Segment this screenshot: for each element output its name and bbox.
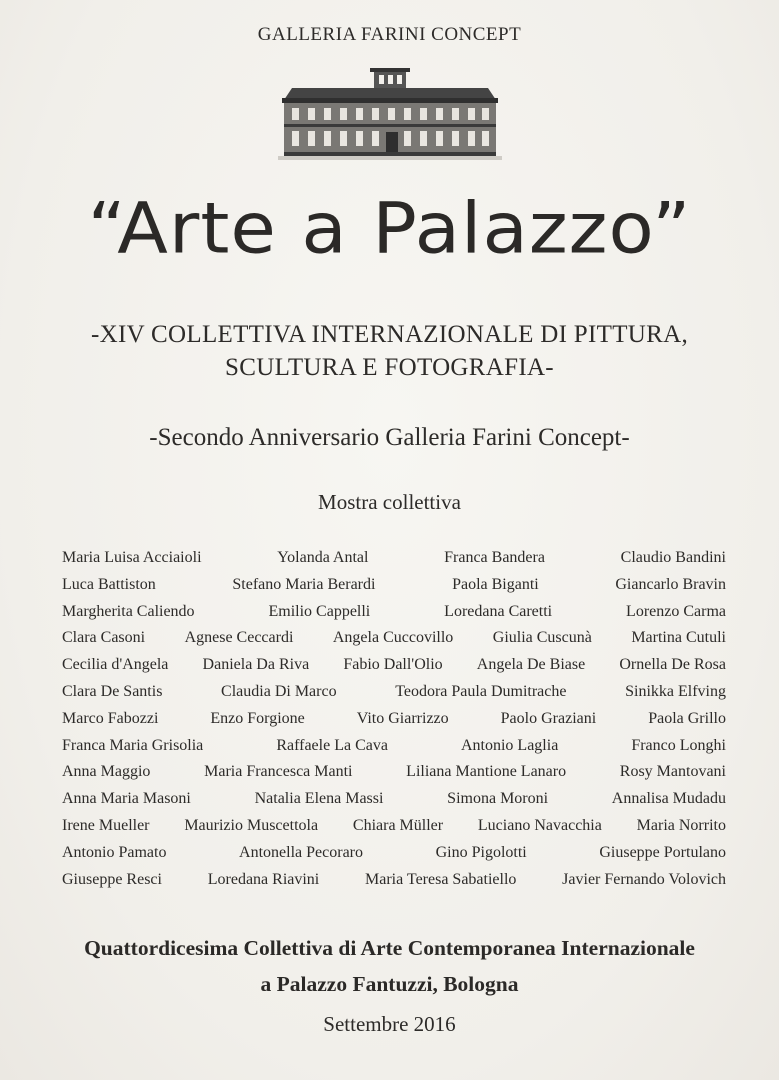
artist-name: Antonio Pamato xyxy=(62,843,167,861)
artist-name: Anna Maggio xyxy=(62,763,151,781)
artist-row xyxy=(62,625,726,652)
artist-row xyxy=(62,867,726,894)
artist-name: Maria Teresa Sabatiello xyxy=(365,870,517,888)
anniversary-line: -Secondo Anniversario Galleria Farini Concept- xyxy=(149,424,630,451)
artist-name: Raffaele La Cava xyxy=(276,736,388,754)
exhibition-type: Mostra collettiva xyxy=(318,490,461,514)
artist-name: Luca Battiston xyxy=(62,575,156,593)
artist-list xyxy=(62,545,726,893)
artist-name: Luciano Navacchia xyxy=(477,816,602,834)
footer-line-2: a Palazzo Fantuzzi, Bologna xyxy=(260,972,519,996)
artist-name: Clara Casoni xyxy=(62,629,146,647)
artist-name: Vito Giarrizzo xyxy=(356,709,449,727)
artist-row xyxy=(62,840,726,867)
artist-row xyxy=(62,545,726,572)
artist-name: Franca Maria Grisolia xyxy=(62,736,204,754)
artist-name: Giulia Cuscunà xyxy=(492,629,592,647)
artist-name: Paola Biganti xyxy=(452,575,539,593)
artist-row xyxy=(62,813,726,840)
artist-name: Ornella De Rosa xyxy=(619,656,726,674)
artist-name: Liliana Mantione Lanaro xyxy=(406,763,567,781)
artist-name: Loredana Riavini xyxy=(207,870,320,888)
subtitle xyxy=(0,318,779,384)
artist-name: Javier Fernando Volovich xyxy=(562,870,726,888)
artist-row xyxy=(62,599,726,626)
artist-name: Martina Cutuli xyxy=(631,629,726,647)
artist-name: Paola Grillo xyxy=(648,709,726,727)
poster-title: “Arte a Palazzo” xyxy=(87,188,692,270)
artist-name: Maria Francesca Manti xyxy=(204,763,353,781)
artist-row xyxy=(62,572,726,599)
artist-name: Simona Moroni xyxy=(447,790,549,808)
artist-name: Loredana Caretti xyxy=(444,602,553,620)
gallery-name: GALLERIA FARINI CONCEPT xyxy=(257,24,522,45)
artist-name: Annalisa Mudadu xyxy=(611,790,726,808)
artist-name: Maria Luisa Acciaioli xyxy=(62,549,202,566)
artist-name: Irene Mueller xyxy=(62,816,150,834)
artist-name: Angela Cuccovillo xyxy=(332,629,454,647)
artist-name: Enzo Forgione xyxy=(210,709,305,727)
artist-name: Antonio Laglia xyxy=(460,736,559,754)
artist-name: Gino Pigolotti xyxy=(435,843,527,861)
artist-row xyxy=(62,706,726,733)
artist-row xyxy=(62,786,726,813)
artist-name: Giuseppe Resci xyxy=(62,870,162,888)
artist-name: Chiara Müller xyxy=(352,816,444,834)
artist-name: Natalia Elena Massi xyxy=(254,790,384,808)
artist-name: Maurizio Muscettola xyxy=(184,816,319,834)
artist-name: Franco Longhi xyxy=(631,736,726,754)
artist-name: Margherita Caliendo xyxy=(62,602,195,620)
artist-name: Claudio Bandini xyxy=(620,549,726,566)
subtitle-line-2: SCULTURA E FOTOGRAFIA- xyxy=(225,354,554,381)
artist-name: Agnese Ceccardi xyxy=(184,629,294,647)
artist-name: Daniela Da Riva xyxy=(202,656,310,674)
artist-name: Paolo Graziani xyxy=(500,709,597,727)
artist-name: Yolanda Antal xyxy=(277,549,369,566)
footer-line-1: Quattordicesima Collettiva di Arte Contemporanea Internazionale xyxy=(84,936,695,960)
artist-name: Giancarlo Bravin xyxy=(615,575,726,593)
artist-row xyxy=(62,733,726,760)
artist-name: Sinikka Elfving xyxy=(625,682,726,700)
artist-row xyxy=(62,652,726,679)
artist-row xyxy=(62,759,726,786)
artist-name: Teodora Paula Dumitrache xyxy=(395,682,567,700)
artist-name: Rosy Mantovani xyxy=(619,763,726,781)
artist-name: Maria Norrito xyxy=(636,816,726,834)
artist-name: Marco Fabozzi xyxy=(62,709,159,727)
artist-name: Antonella Pecoraro xyxy=(239,843,363,861)
artist-name: Angela De Biase xyxy=(476,656,586,674)
palazzo-illustration-icon xyxy=(278,66,502,162)
artist-name: Stefano Maria Berardi xyxy=(232,575,376,593)
subtitle-line-1: -XIV COLLETTIVA INTERNAZIONALE DI PITTURA, xyxy=(90,321,688,348)
artist-row xyxy=(62,679,726,706)
artist-name: Anna Maria Masoni xyxy=(62,790,191,808)
artist-name: Cecilia d'Angela xyxy=(62,656,169,674)
artist-name: Clara De Santis xyxy=(62,682,163,700)
artist-name: Franca Bandera xyxy=(444,549,545,566)
artist-name: Emilio Cappelli xyxy=(268,602,371,620)
artist-name: Lorenzo Carma xyxy=(626,602,726,620)
exhibition-date: Settembre 2016 xyxy=(323,1012,456,1036)
artist-name: Fabio Dall'Olio xyxy=(343,656,443,674)
artist-name: Giuseppe Portulano xyxy=(599,843,726,861)
artist-name: Claudia Di Marco xyxy=(221,682,337,700)
